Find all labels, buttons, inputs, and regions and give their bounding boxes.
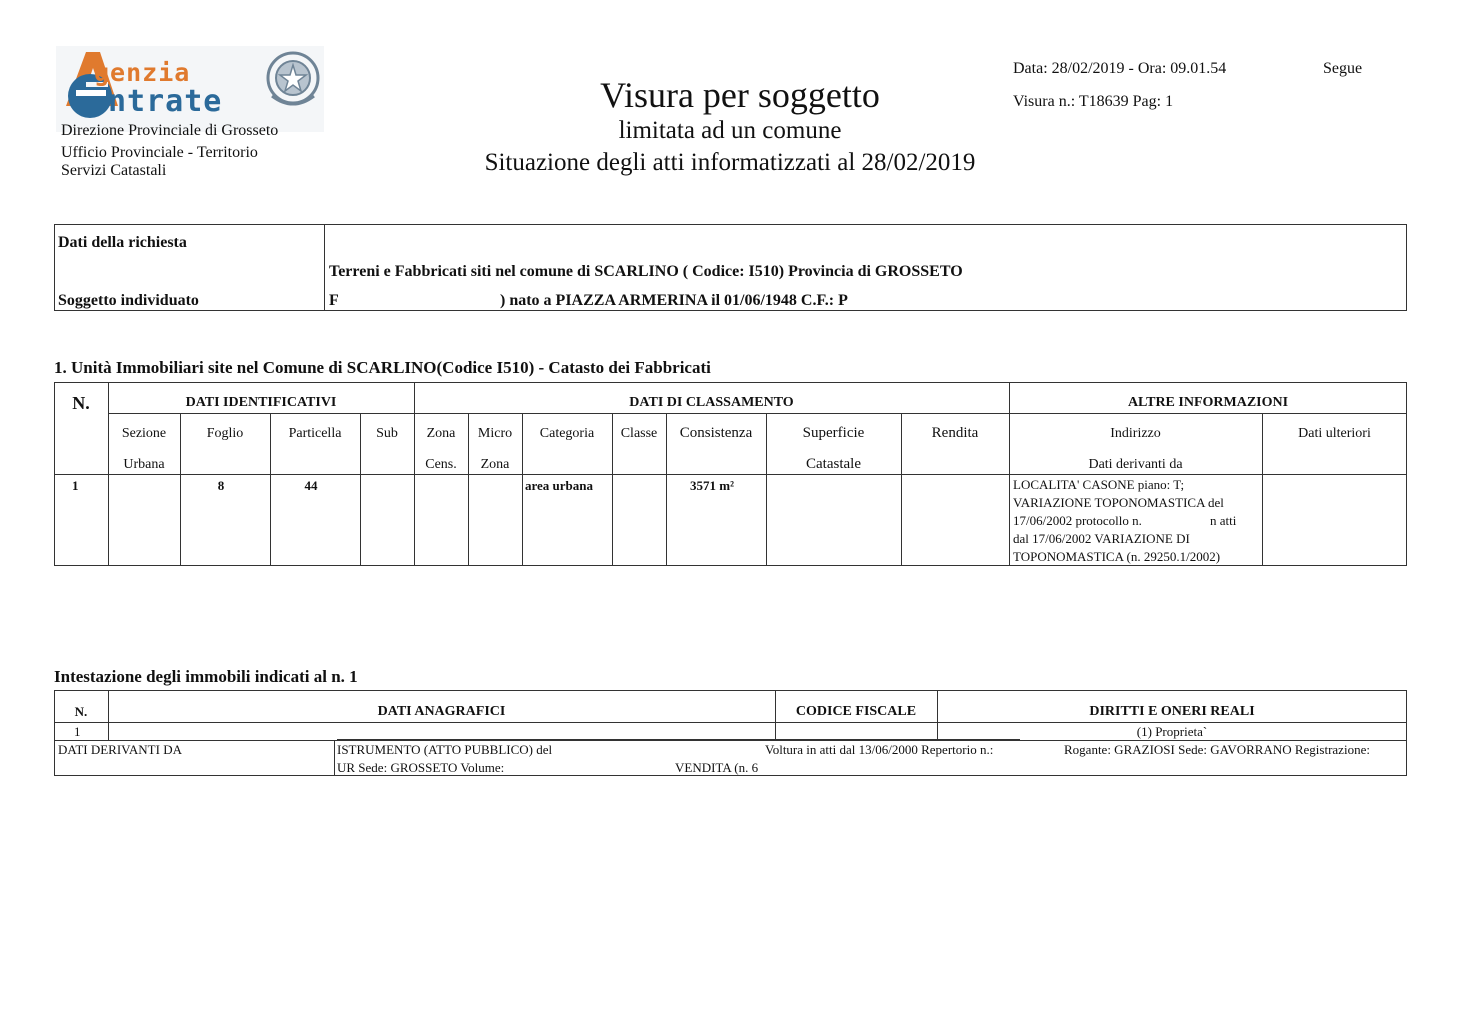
subject-value: ) nato a PIAZZA ARMERINA il 01/06/1948 C.F.: P (500, 292, 848, 309)
rule (108, 413, 1407, 414)
derivanti-line2-a: UR Sede: GROSSETO Volume: (337, 760, 505, 775)
row-foglio: 8 (217, 478, 225, 493)
logo-line2: ntrate (108, 84, 223, 119)
visura-number: Visura n.: T18639 Pag: 1 (1013, 93, 1174, 110)
document-title: Visura per soggetto (600, 75, 880, 115)
subheader-dati-derivanti: Dati derivanti da (1088, 457, 1183, 472)
row-consistenza: 3571 m² (690, 478, 734, 493)
rule (54, 722, 1407, 723)
subheader-urbana: Urbana (123, 457, 165, 472)
subject-value-prefix: F (329, 292, 339, 309)
rule (337, 739, 1020, 740)
owners-anagrafici-header: DATI ANAGRAFICI (377, 704, 506, 719)
subheader-micro: Micro (477, 426, 513, 441)
owner-row-diritti: (1) Proprieta` (1136, 724, 1208, 739)
subheader-rendita: Rendita (931, 425, 979, 441)
row-indirizzo-line1: LOCALITA' CASONE piano: T; (1013, 477, 1185, 492)
subheader-classe: Classe (620, 426, 658, 441)
subheader-cens: Cens. (425, 457, 457, 472)
col-group-identificativi: DATI IDENTIFICATIVI (185, 395, 337, 410)
subheader-indirizzo: Indirizzo (1110, 426, 1161, 441)
subheader-categoria: Categoria (539, 426, 595, 441)
request-label: Dati della richiesta (58, 234, 187, 251)
col-group-classamento: DATI DI CLASSAMENTO (629, 395, 794, 410)
subheader-sub: Sub (376, 426, 398, 441)
subheader-sezione: Sezione (121, 426, 167, 441)
office-line3: Servizi Catastali (61, 162, 167, 179)
row-categoria: area urbana (525, 478, 594, 493)
subheader-zona2: Zona (480, 457, 510, 472)
redaction (340, 292, 500, 310)
row-indirizzo-line5: TOPONOMASTICA (n. 29250.1/2002) (1013, 549, 1221, 564)
rule (54, 474, 1407, 475)
owner-row-n: 1 (74, 724, 81, 739)
logo-line1: genzia (94, 58, 191, 87)
subheader-foglio: Foglio (206, 426, 244, 441)
subject-label: Soggetto individuato (58, 292, 199, 309)
row-indirizzo-line2: VARIAZIONE TOPONOMASTICA del (1013, 495, 1224, 510)
date-time: Data: 28/02/2019 - Ora: 09.01.54 (1013, 60, 1227, 77)
owners-diritti-header: DIRITTI E ONERI REALI (1089, 704, 1255, 719)
subheader-superficie: Superficie (802, 425, 865, 441)
rule (334, 740, 335, 776)
owners-n-header: N. (74, 704, 88, 719)
derivanti-label: DATI DERIVANTI DA (58, 742, 182, 757)
section1-title: 1. Unità Immobiliari site nel Comune di SCARLINO(Codice I510) - Catasto dei Fabbricati (54, 358, 711, 377)
subheader-particella: Particella (288, 426, 342, 441)
derivanti-line2-b: VENDITA (n. 6 (675, 760, 759, 775)
request-divider (324, 224, 325, 311)
republic-emblem-icon (264, 48, 322, 112)
derivanti-line1-b: Voltura in atti dal 13/06/2000 Repertorio n.: (765, 742, 994, 757)
segue-label: Segue (1323, 60, 1363, 77)
subheader-consistenza: Consistenza (679, 425, 753, 441)
col-n-header: N. (72, 393, 90, 413)
row-particella: 44 (304, 478, 318, 493)
row-indirizzo-line3: 17/06/2002 protocollo n. (1013, 513, 1142, 528)
intestazione-title: Intestazione degli immobili indicati al n. 1 (54, 667, 358, 686)
subheader-dati-ulteriori: Dati ulteriori (1298, 426, 1371, 441)
row-indirizzo-line3-tail: n atti (1210, 513, 1237, 528)
document-situation: Situazione degli atti informatizzati al 28/02/2019 (484, 149, 976, 176)
subheader-catastale: Catastale (806, 456, 861, 472)
derivanti-line1-a: ISTRUMENTO (ATTO PUBBLICO) del (337, 742, 553, 757)
subheader-zona: Zona (426, 426, 456, 441)
row-indirizzo-line4: dal 17/06/2002 VARIAZIONE DI (1013, 531, 1190, 546)
row-n: 1 (72, 478, 79, 493)
redaction (892, 292, 1112, 310)
request-value: Terreni e Fabbricati siti nel comune di SCARLINO ( Codice: I510) Provincia di GROSSETO (329, 263, 963, 280)
office-line1: Direzione Provinciale di Grosseto (61, 122, 279, 139)
office-line2: Ufficio Provinciale - Territorio (61, 144, 258, 161)
derivanti-line1-c: Rogante: GRAZIOSI Sede: GAVORRANO Registrazione: (1064, 742, 1370, 757)
col-group-altre-info: ALTRE INFORMAZIONI (1127, 395, 1289, 410)
document-subtitle: limitata ad un comune (618, 117, 842, 144)
rule (54, 740, 1407, 741)
owners-codice-fiscale-header: CODICE FISCALE (795, 704, 917, 719)
